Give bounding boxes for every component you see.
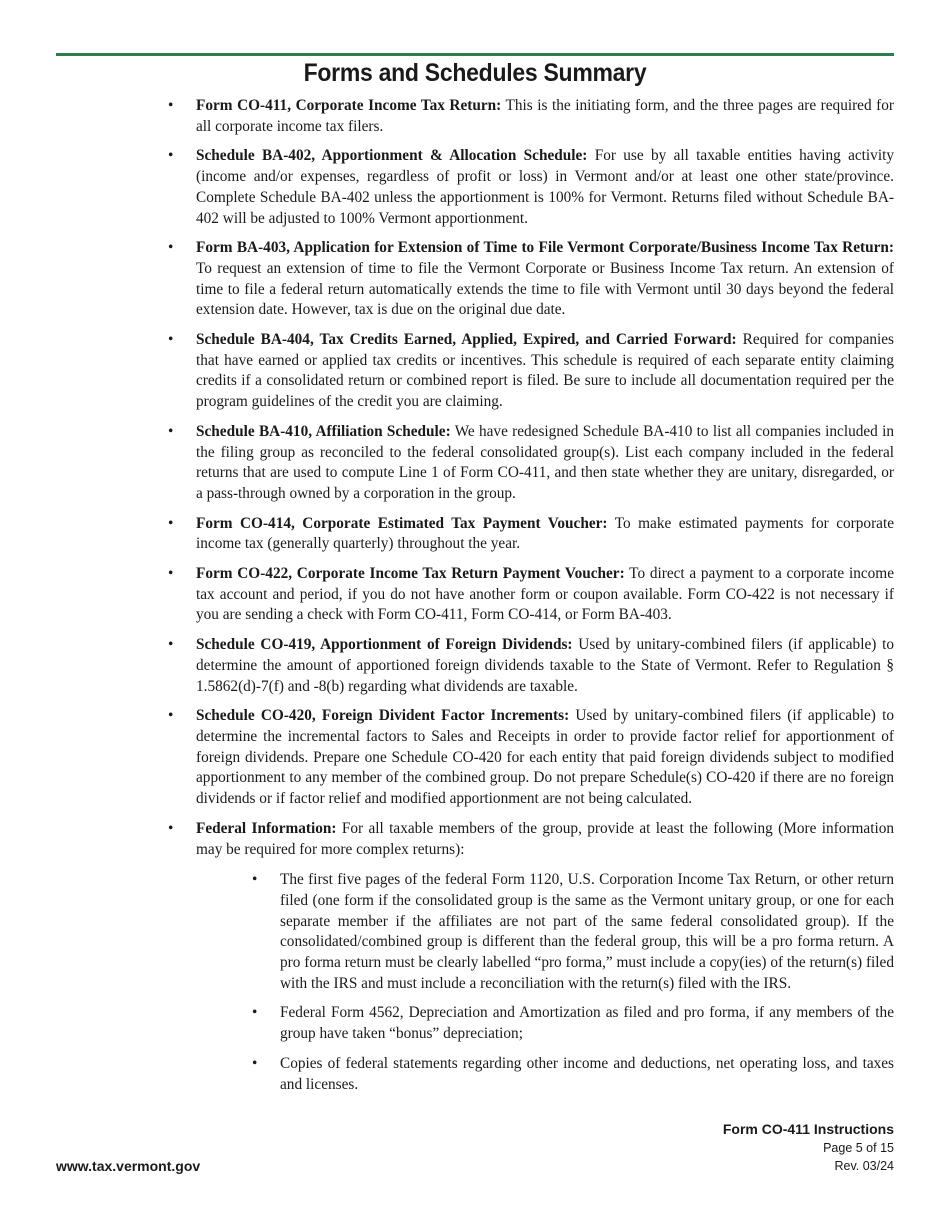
bullet-icon: • [168,819,174,837]
bullet-icon: • [168,565,174,583]
item-heading: Form CO-411, Corporate Income Tax Return: [196,97,502,114]
item-text: We have redesigned Schedule BA-410 to list all companies included in the filing group as reconciled to the federal consolidated group(s). List each company included in the federal returns that are used to compute Line 1 of Form CO-411, and then state whether they are unitary, disregarded, or a pass-through owned by a corporation in the group. [196,422,894,502]
item-heading: Schedule BA-410, Affiliation Schedule: [196,422,451,440]
item-text: Used by unitary-combined filers (if applicable) to determine the incremental factors to Sales and Receipts in order to provide factor relief for apportionment of foreign dividends. Prepare one Schedule CO-420 for each entity that paid foreign dividends subject to modified apportionment to any member of the combined group. Do not prepare Schedule(s) CO-420 if there are no foreign dividends or if factor relief and modified apportionment are not being calculated. [196,707,894,808]
bullet-icon: • [168,97,174,114]
sub-item-text: The first five pages of the federal Form 1120, U.S. Corporation Income Tax Return, or other return filed (one form if the consolidated group is the same as the Vermont unitary group, or one for each separate member if the affiliates are not part of the same federal consolidated group). If the consolidated/combined group is different than the federal group, this will be a pro forma return. A pro forma return must be clearly labelled “pro forma,” must include a copy(ies) of the return(s) filed with the IRS and must include a reconciliation with the return(s) filed with the IRS. [280,871,894,992]
item-text: For use by all taxable entities having activity (income and/or expenses, regardless of profit or loss) in Vermont and/or at least one other state/province. Complete Schedule BA-402 unless the apportionment is 100% for Vermont. Returns filed without Schedule BA-402 will be adjusted to 100% Vermont apportionment. [196,147,894,227]
list-item [168,706,894,810]
federal-subitems [196,870,894,1095]
item-heading: Schedule BA-402, Apportionment & Allocation Schedule: [196,147,588,165]
item-heading: Schedule CO-419, Apportionment of Foreign Dividends: [196,636,573,654]
list-item [168,146,894,229]
item-heading: Form BA-403, Application for Extension of Time to File Vermont Corporate/Business Income Tax Return: [196,239,894,257]
list-item-federal-information [168,819,894,1095]
page-title: Forms and Schedules Summary [303,59,647,87]
footer-website-link[interactable]: www.tax.vermont.gov [56,1158,201,1174]
list-item [168,330,894,413]
item-text: To request an extension of time to file the Vermont Corporate or Business Income Tax return. An extension of time to file a federal return automatically extends the time to file with Vermont until 30 days beyond the federal extension date. However, tax is due on the original due date. [196,259,894,319]
list-item [168,635,894,697]
footer-revision: Rev. 03/24 [834,1159,894,1173]
list-item [168,514,894,555]
bullet-icon: • [168,707,174,725]
bullet-icon: • [168,422,174,440]
bullet-icon: • [252,871,258,889]
item-heading: Form CO-422, Corporate Income Tax Return Payment Voucher: [196,565,625,583]
item-heading: Schedule BA-404, Tax Credits Earned, Applied, Expired, and Carried Forward: [196,331,737,349]
bullet-icon: • [252,1004,258,1022]
bullet-icon: • [168,636,174,654]
list-item [168,564,894,626]
item-heading: Federal Information: [196,819,337,837]
list-item [168,422,894,505]
bullet-icon: • [168,331,174,349]
bullet-icon: • [168,147,174,165]
item-text: Required for companies that have earned or applied tax credits or incentives. This schedule is required of each separate entity claiming credits if a consolidated return or combined report is filed. Be sure to include all documentation required per the program guidelines of the credit you are claiming. [196,331,895,411]
sub-item-text: Copies of federal statements regarding other income and deductions, net operating loss, and taxes and licenses. [280,1054,894,1093]
footer-page-number: Page 5 of 15 [823,1141,894,1155]
item-heading: Schedule CO-420, Foreign Divident Factor Increments: [196,707,570,725]
sub-list-item [252,1054,894,1095]
item-text: To direct a payment to a corporate income tax account and period, if you do not have another form or coupon available. Form CO-422 is not necessary if you are sending a check with Form CO-411, Form CO-414, or Form BA-403. [196,565,894,624]
item-text: Used by unitary-combined filers (if applicable) to determine the amount of apportioned foreign dividends taxable to the State of Vermont. Refer to Regulation § 1.5862(d)-7(f) and -8(b) regarding what dividends are taxable. [196,636,894,695]
bullet-icon: • [252,1054,258,1072]
sub-list-item [252,1003,894,1044]
bullet-icon: • [168,514,174,532]
footer-form-name: Form CO-411 Instructions [722,1121,894,1137]
item-heading: Form CO-414, Corporate Estimated Tax Payment Voucher: [196,514,608,532]
item-text: For all taxable members of the group, provide at least the following (More information may be required for more complex returns): [196,819,894,858]
bullet-icon: • [168,239,174,257]
sub-list-item [252,870,894,994]
item-text: To make estimated payments for corporate income tax (generally quarterly) throughout the year. [196,514,894,553]
sub-item-text: Federal Form 4562, Depreciation and Amortization as filed and pro forma, if any members of the group have taken “bonus” depreciation; [280,1004,894,1043]
item-text: This is the initiating form, and the three pages are required for all corporate income tax filers. [196,97,895,135]
summary-list [168,96,894,1104]
list-item [168,96,894,137]
list-item [168,238,894,321]
